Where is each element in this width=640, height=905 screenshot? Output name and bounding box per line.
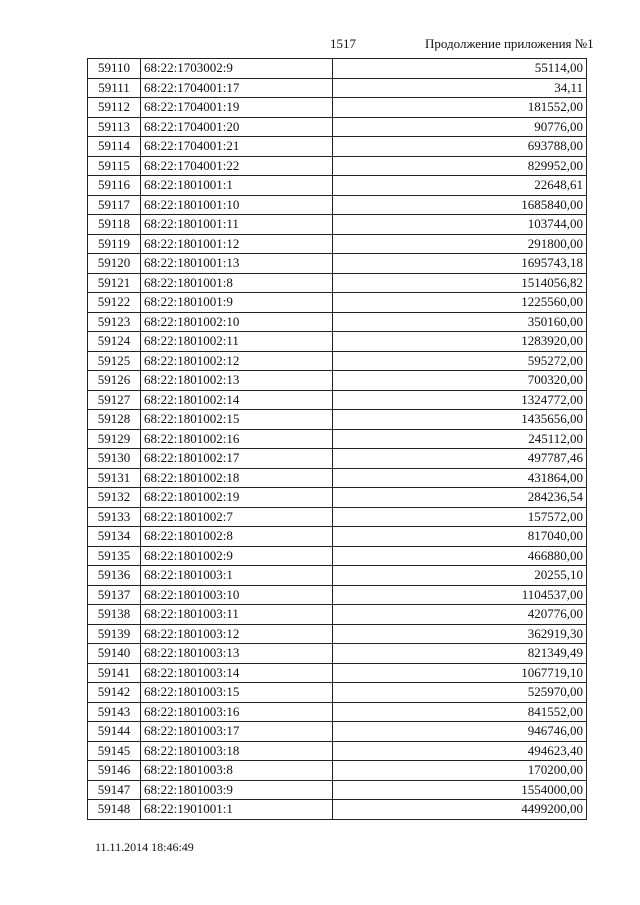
cadastral-number: 68:22:1801003:18 bbox=[141, 741, 333, 761]
row-number: 59130 bbox=[88, 449, 141, 469]
table-row bbox=[88, 195, 587, 215]
cadastral-value: 1283920,00 bbox=[333, 332, 587, 352]
cadastral-value: 181552,00 bbox=[333, 98, 587, 118]
table-row bbox=[88, 527, 587, 547]
cadastral-value: 350160,00 bbox=[333, 312, 587, 332]
cadastral-value: 1225560,00 bbox=[333, 293, 587, 313]
cadastral-number: 68:22:1704001:19 bbox=[141, 98, 333, 118]
cadastral-value: 291800,00 bbox=[333, 234, 587, 254]
table-row bbox=[88, 702, 587, 722]
table-row bbox=[88, 488, 587, 508]
cadastral-value: 497787,46 bbox=[333, 449, 587, 469]
cadastral-value: 1695743,18 bbox=[333, 254, 587, 274]
cadastral-number: 68:22:1801002:18 bbox=[141, 468, 333, 488]
cadastral-value: 362919,30 bbox=[333, 624, 587, 644]
row-number: 59147 bbox=[88, 780, 141, 800]
cadastral-value: 4499200,00 bbox=[333, 800, 587, 820]
cadastral-value: 22648,61 bbox=[333, 176, 587, 196]
cadastral-value: 55114,00 bbox=[333, 59, 587, 79]
cadastral-number: 68:22:1801001:10 bbox=[141, 195, 333, 215]
row-number: 59115 bbox=[88, 156, 141, 176]
cadastral-value: 821349,49 bbox=[333, 644, 587, 664]
continuation-title: Продолжение приложения №1 bbox=[425, 36, 594, 51]
row-number: 59138 bbox=[88, 605, 141, 625]
row-number: 59139 bbox=[88, 624, 141, 644]
cadastral-number: 68:22:1704001:22 bbox=[141, 156, 333, 176]
cadastral-number: 68:22:1801002:10 bbox=[141, 312, 333, 332]
cadastral-value: 693788,00 bbox=[333, 137, 587, 157]
cadastral-number: 68:22:1801001:8 bbox=[141, 273, 333, 293]
table-row bbox=[88, 176, 587, 196]
table-row bbox=[88, 644, 587, 664]
table-body bbox=[88, 59, 587, 820]
row-number: 59128 bbox=[88, 410, 141, 430]
row-number: 59134 bbox=[88, 527, 141, 547]
cadastral-number: 68:22:1901001:1 bbox=[141, 800, 333, 820]
cadastral-value: 103744,00 bbox=[333, 215, 587, 235]
table-row bbox=[88, 371, 587, 391]
cadastral-value: 700320,00 bbox=[333, 371, 587, 391]
row-number: 59124 bbox=[88, 332, 141, 352]
cadastral-number: 68:22:1801002:9 bbox=[141, 546, 333, 566]
cadastral-number: 68:22:1703002:9 bbox=[141, 59, 333, 79]
cadastral-value: 170200,00 bbox=[333, 761, 587, 781]
cadastral-value: 1067719,10 bbox=[333, 663, 587, 683]
cadastral-value: 817040,00 bbox=[333, 527, 587, 547]
table-row bbox=[88, 351, 587, 371]
row-number: 59111 bbox=[88, 78, 141, 98]
cadastral-value: 1685840,00 bbox=[333, 195, 587, 215]
table-row bbox=[88, 683, 587, 703]
row-number: 59117 bbox=[88, 195, 141, 215]
row-number: 59145 bbox=[88, 741, 141, 761]
cadastral-number: 68:22:1801003:11 bbox=[141, 605, 333, 625]
cadastral-value: 466880,00 bbox=[333, 546, 587, 566]
cadastral-number: 68:22:1801002:15 bbox=[141, 410, 333, 430]
cadastral-value: 494623,40 bbox=[333, 741, 587, 761]
cadastral-number: 68:22:1801001:12 bbox=[141, 234, 333, 254]
table-row bbox=[88, 273, 587, 293]
table-row bbox=[88, 78, 587, 98]
row-number: 59116 bbox=[88, 176, 141, 196]
cadastral-value: 1104537,00 bbox=[333, 585, 587, 605]
cadastral-number: 68:22:1801003:9 bbox=[141, 780, 333, 800]
table-row bbox=[88, 624, 587, 644]
row-number: 59132 bbox=[88, 488, 141, 508]
row-number: 59135 bbox=[88, 546, 141, 566]
cadastral-value: 841552,00 bbox=[333, 702, 587, 722]
row-number: 59122 bbox=[88, 293, 141, 313]
cadastral-number: 68:22:1801001:13 bbox=[141, 254, 333, 274]
cadastral-number: 68:22:1801001:11 bbox=[141, 215, 333, 235]
cadastral-value: 157572,00 bbox=[333, 507, 587, 527]
page-number: 1517 bbox=[330, 36, 356, 51]
cadastral-value-table bbox=[87, 58, 587, 820]
table-row bbox=[88, 156, 587, 176]
row-number: 59129 bbox=[88, 429, 141, 449]
table-row bbox=[88, 468, 587, 488]
table-row bbox=[88, 722, 587, 742]
cadastral-number: 68:22:1801002:13 bbox=[141, 371, 333, 391]
row-number: 59136 bbox=[88, 566, 141, 586]
row-number: 59127 bbox=[88, 390, 141, 410]
table-row bbox=[88, 429, 587, 449]
row-number: 59137 bbox=[88, 585, 141, 605]
row-number: 59143 bbox=[88, 702, 141, 722]
table-row bbox=[88, 312, 587, 332]
table-row bbox=[88, 137, 587, 157]
table-row bbox=[88, 98, 587, 118]
cadastral-value: 245112,00 bbox=[333, 429, 587, 449]
cadastral-number: 68:22:1801001:1 bbox=[141, 176, 333, 196]
table-row bbox=[88, 546, 587, 566]
row-number: 59125 bbox=[88, 351, 141, 371]
cadastral-number: 68:22:1801002:7 bbox=[141, 507, 333, 527]
cadastral-number: 68:22:1801003:13 bbox=[141, 644, 333, 664]
cadastral-value: 90776,00 bbox=[333, 117, 587, 137]
row-number: 59112 bbox=[88, 98, 141, 118]
cadastral-number: 68:22:1801003:1 bbox=[141, 566, 333, 586]
table-row bbox=[88, 117, 587, 137]
row-number: 59126 bbox=[88, 371, 141, 391]
table-row bbox=[88, 332, 587, 352]
row-number: 59114 bbox=[88, 137, 141, 157]
cadastral-number: 68:22:1801003:8 bbox=[141, 761, 333, 781]
cadastral-number: 68:22:1704001:20 bbox=[141, 117, 333, 137]
cadastral-number: 68:22:1801003:15 bbox=[141, 683, 333, 703]
cadastral-number: 68:22:1801003:14 bbox=[141, 663, 333, 683]
cadastral-number: 68:22:1704001:21 bbox=[141, 137, 333, 157]
row-number: 59133 bbox=[88, 507, 141, 527]
row-number: 59121 bbox=[88, 273, 141, 293]
cadastral-number: 68:22:1801002:11 bbox=[141, 332, 333, 352]
row-number: 59119 bbox=[88, 234, 141, 254]
row-number: 59118 bbox=[88, 215, 141, 235]
table-row bbox=[88, 507, 587, 527]
cadastral-number: 68:22:1801002:14 bbox=[141, 390, 333, 410]
cadastral-number: 68:22:1801002:17 bbox=[141, 449, 333, 469]
cadastral-value: 1554000,00 bbox=[333, 780, 587, 800]
row-number: 59120 bbox=[88, 254, 141, 274]
row-number: 59148 bbox=[88, 800, 141, 820]
cadastral-number: 68:22:1801001:9 bbox=[141, 293, 333, 313]
page-header bbox=[0, 36, 640, 56]
cadastral-number: 68:22:1801002:12 bbox=[141, 351, 333, 371]
cadastral-number: 68:22:1801002:16 bbox=[141, 429, 333, 449]
cadastral-value: 284236,54 bbox=[333, 488, 587, 508]
cadastral-number: 68:22:1801003:17 bbox=[141, 722, 333, 742]
row-number: 59142 bbox=[88, 683, 141, 703]
row-number: 59131 bbox=[88, 468, 141, 488]
table-row bbox=[88, 566, 587, 586]
cadastral-value: 946746,00 bbox=[333, 722, 587, 742]
table-row bbox=[88, 215, 587, 235]
row-number: 59144 bbox=[88, 722, 141, 742]
table-row bbox=[88, 585, 587, 605]
cadastral-number: 68:22:1801003:16 bbox=[141, 702, 333, 722]
table-row bbox=[88, 741, 587, 761]
row-number: 59123 bbox=[88, 312, 141, 332]
cadastral-number: 68:22:1801003:10 bbox=[141, 585, 333, 605]
table-row bbox=[88, 663, 587, 683]
table-row bbox=[88, 293, 587, 313]
table-row bbox=[88, 800, 587, 820]
cadastral-value: 34,11 bbox=[333, 78, 587, 98]
table-row bbox=[88, 761, 587, 781]
table-row bbox=[88, 449, 587, 469]
row-number: 59140 bbox=[88, 644, 141, 664]
print-timestamp: 11.11.2014 18:46:49 bbox=[95, 840, 194, 854]
cadastral-value: 595272,00 bbox=[333, 351, 587, 371]
row-number: 59146 bbox=[88, 761, 141, 781]
cadastral-number: 68:22:1801003:12 bbox=[141, 624, 333, 644]
cadastral-value: 431864,00 bbox=[333, 468, 587, 488]
cadastral-value: 20255,10 bbox=[333, 566, 587, 586]
table-row bbox=[88, 234, 587, 254]
table-row bbox=[88, 390, 587, 410]
cadastral-value: 1324772,00 bbox=[333, 390, 587, 410]
cadastral-value: 829952,00 bbox=[333, 156, 587, 176]
table-row bbox=[88, 605, 587, 625]
table-row bbox=[88, 410, 587, 430]
row-number: 59110 bbox=[88, 59, 141, 79]
table-row bbox=[88, 59, 587, 79]
cadastral-number: 68:22:1801002:19 bbox=[141, 488, 333, 508]
cadastral-value: 1435656,00 bbox=[333, 410, 587, 430]
cadastral-value: 1514056,82 bbox=[333, 273, 587, 293]
row-number: 59141 bbox=[88, 663, 141, 683]
cadastral-number: 68:22:1801002:8 bbox=[141, 527, 333, 547]
table-row bbox=[88, 780, 587, 800]
row-number: 59113 bbox=[88, 117, 141, 137]
cadastral-value: 420776,00 bbox=[333, 605, 587, 625]
cadastral-value: 525970,00 bbox=[333, 683, 587, 703]
table-row bbox=[88, 254, 587, 274]
cadastral-number: 68:22:1704001:17 bbox=[141, 78, 333, 98]
